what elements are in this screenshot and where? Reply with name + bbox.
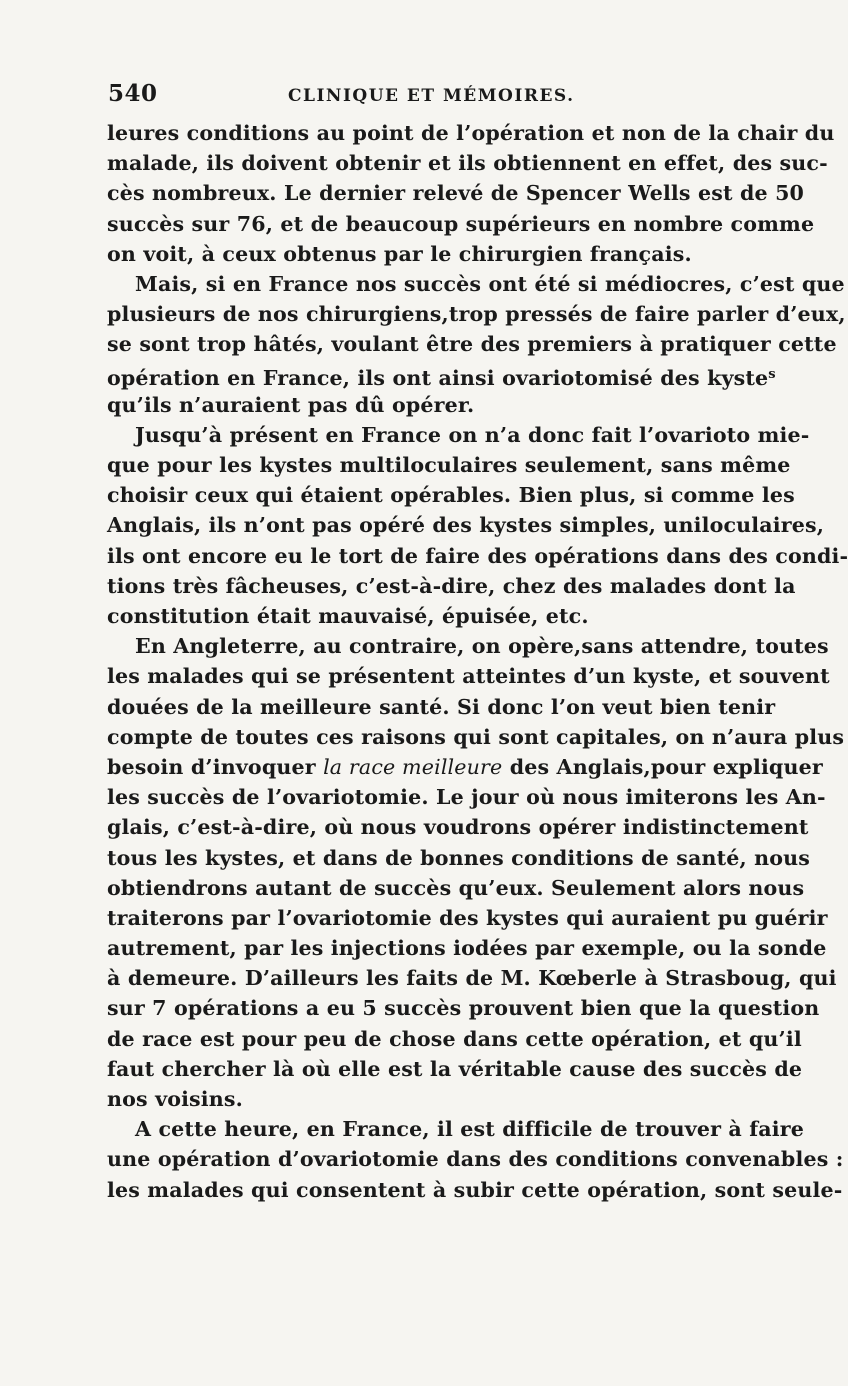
text-line: tous les kystes, et dans de bonnes conditions de santé, nous bbox=[107, 845, 811, 870]
text-line: nos voisins. bbox=[107, 1087, 243, 1111]
text-line: plusieurs de nos chirurgiens,trop pressés de faire parler d’eux, bbox=[107, 302, 846, 327]
text-line: En Angleterre, au contraire, on opère,sans attendre, toutes bbox=[135, 634, 829, 659]
page-number: 540 bbox=[108, 80, 158, 107]
superscript: s bbox=[768, 366, 776, 382]
text-line: succès sur 76, et de beaucoup supérieurs en nombre comme bbox=[107, 211, 815, 236]
line-text-post: des Anglais,pour expliquer bbox=[502, 754, 823, 779]
text-line bbox=[107, 360, 776, 390]
text-line: on voit, à ceux obtenus par le chirurgien français. bbox=[107, 241, 692, 266]
text-line: Mais, si en France nos succès ont été si médiocres, c’est que bbox=[135, 271, 845, 296]
text-line: traiterons par l’ovariotomie des kystes qui auraient pu guérir bbox=[107, 905, 828, 930]
text-line: A cette heure, en France, il est difficile de trouver à faire bbox=[135, 1117, 804, 1142]
text-line: qu’ils n’auraient pas dû opérer. bbox=[107, 392, 475, 417]
text-line: les malades qui consentent à subir cette opération, sont seule- bbox=[107, 1177, 843, 1202]
text-line: compte de toutes ces raisons qui sont capitales, on n’aura plus bbox=[107, 724, 845, 749]
text-line: les succès de l’ovariotomie. Le jour où nous imiterons les An- bbox=[107, 785, 826, 810]
text-line: constitution était mauvaisé, épuisée, etc. bbox=[107, 604, 589, 628]
text-line: obtiendrons autant de succès qu’eux. Seulement alors nous bbox=[107, 875, 805, 900]
text-line: ils ont encore eu le tort de faire des opérations dans des condi- bbox=[107, 543, 848, 568]
text-line: cès nombreux. Le dernier relevé de Spencer Wells est de 50 bbox=[107, 181, 805, 206]
text-line: glais, c’est-à-dire, où nous voudrons opérer indistinctement bbox=[107, 815, 809, 840]
text-line: autrement, par les injections iodées par exemple, ou la sonde bbox=[107, 936, 827, 961]
text-line: une opération d’ovariotomie dans des conditions convenables : bbox=[107, 1147, 844, 1172]
text-line: douées de la meilleure santé. Si donc l’on veut bien tenir bbox=[107, 694, 776, 719]
text-line: de race est pour peu de chose dans cette opération, et qu’il bbox=[107, 1026, 802, 1051]
line-text: opération en France, ils ont ainsi ovariotomisé des kyste bbox=[107, 365, 769, 390]
text-line: que pour les kystes multiloculaires seulement, sans même bbox=[107, 453, 791, 478]
page-header bbox=[108, 80, 758, 110]
text-line: à demeure. D’ailleurs les faits de M. Kœberle à Strasboug, qui bbox=[107, 966, 837, 991]
text-line: faut chercher là où elle est la véritable cause des succès de bbox=[107, 1056, 803, 1081]
text-line: se sont trop hâtés, voulant être des premiers à pratiquer cette bbox=[107, 332, 837, 357]
text-line: Jusqu’à présent en France on n’a donc fait l’ovarioto mie- bbox=[135, 422, 810, 447]
text-line: leures conditions au point de l’opération et non de la chair du bbox=[107, 121, 835, 145]
text-line: les malades qui se présentent atteintes d’un kyste, et souvent bbox=[107, 664, 830, 689]
text-line bbox=[107, 752, 823, 782]
text-line: sur 7 opérations a eu 5 succès prouvent bien que la question bbox=[107, 996, 820, 1021]
body-text bbox=[107, 118, 848, 1205]
text-line: choisir ceux qui étaient opérables. Bien plus, si comme les bbox=[107, 483, 795, 508]
line-text-pre: besoin d’invoquer bbox=[107, 754, 324, 779]
text-line: tions très fâcheuses, c’est-à-dire, chez des malades dont la bbox=[107, 573, 796, 598]
text-line: malade, ils doivent obtenir et ils obtiennent en effet, des suc- bbox=[107, 151, 828, 176]
running-head: CLINIQUE ET MÉMOIRES. bbox=[288, 86, 575, 106]
italic-emphasis: la race meilleure bbox=[323, 754, 503, 779]
text-line: Anglais, ils n’ont pas opéré des kystes simples, uniloculaires, bbox=[107, 513, 825, 538]
